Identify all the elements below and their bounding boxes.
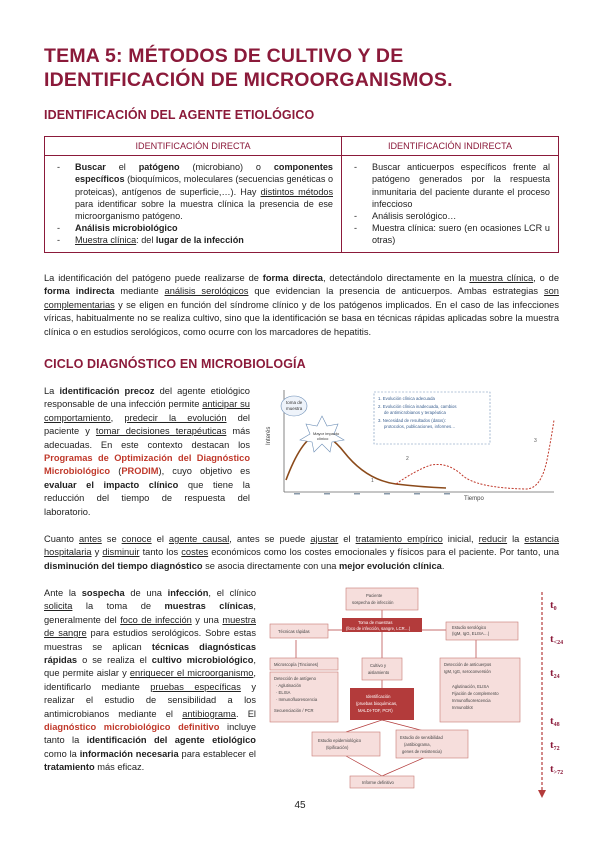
- timeline-label-t4: t72: [550, 739, 560, 752]
- svg-text:· Inmunofluorescencia: · Inmunofluorescencia: [276, 697, 318, 702]
- table-header-indirect: IDENTIFICACIÓN INDIRECTA: [342, 137, 559, 156]
- svg-text:Detección de anticuerpos: Detección de anticuerpos: [444, 662, 492, 667]
- svg-text:· Aglutinación: · Aglutinación: [276, 683, 302, 688]
- svg-text:Inmunofluorescencia: Inmunofluorescencia: [452, 698, 491, 703]
- paragraph-identificacion-precoz: La identificación precoz del agente etiológico responsable de una infección permite anticipar su comportamiento, predecir la evolución del paciente y tomar decisiones terapéuticas más adecuadas. En este contexto destacan los Programas de Optimización del Diagnóstico Microbiológico (PRODIM), cuyo objetivo es evaluar el impacto clínico que tiene la reducción del tiempo de respuesta del laboratorio.: [44, 386, 250, 517]
- box-cultivo: [362, 658, 402, 680]
- list-item: - Buscar el patógeno (microbiano) o componentes específicos (bioquímicos, moleculares (secuencias genéticas o proteicas), antígenos de superficie,…). Hay distintos métodos para identificar sobre la muestra clínica la presencia de ese microorganismo patógeno.: [51, 161, 333, 222]
- svg-text:Mayor impacto: Mayor impacto: [313, 431, 340, 436]
- y-axis-label: Interés: [266, 426, 272, 445]
- paragraph-cuanto-antes: Cuanto antes se conoce el agente causal, antes se puede ajustar el tratamiento empírico inicial, reducir la estancia hospitalaria y disminuir tanto los costes económicos como los costes emocionales y físicos para el paciente. Por tanto, una disminución del tiempo diagnóstico se asocia directamente con una mejor evolución clínica.: [44, 534, 560, 571]
- svg-text:Toma de muestras: Toma de muestras: [358, 620, 393, 625]
- list-item: - Análisis serológico…: [348, 210, 550, 222]
- curve-label-3: 3: [534, 438, 537, 444]
- curve-label-1: 1: [371, 478, 374, 484]
- svg-text:(IgM, IgG, ELISA…): (IgM, IgG, ELISA…): [452, 631, 490, 636]
- identification-table: [44, 136, 559, 253]
- section-heading-identificacion: IDENTIFICACIÓN DEL AGENTE ETIOLÓGICO: [44, 108, 315, 122]
- timeline-label-t2: t24: [550, 667, 560, 680]
- list-item: - Muestra clínica: suero (en ocasiones LCR u otras): [348, 222, 550, 246]
- svg-text:Fijación de complemento: Fijación de complemento: [452, 691, 499, 696]
- curve-label-2: 2: [406, 456, 409, 462]
- svg-text:1. Evolución clínica adecuada: 1. Evolución clínica adecuada: [378, 396, 435, 401]
- timeline-label-t0: t0: [550, 599, 557, 612]
- svg-text:Aglutinación, ELISA: Aglutinación, ELISA: [452, 684, 490, 689]
- svg-text:Identificación: Identificación: [366, 694, 391, 699]
- svg-text:Detección de antígeno: Detección de antígeno: [274, 676, 316, 681]
- svg-text:protocolos, publicaciones, inf: protocolos, publicaciones, informes…: [384, 424, 456, 429]
- svg-text:Estudio epidemiológico: Estudio epidemiológico: [318, 738, 362, 743]
- svg-text:(antibiograma,: (antibiograma,: [404, 742, 431, 747]
- svg-text:Informe definitivo: Informe definitivo: [362, 780, 394, 785]
- box-estudio-epidemiologico: [312, 732, 380, 756]
- svg-text:aislamiento: aislamiento: [368, 670, 390, 675]
- svg-text:MALDI-TOF, PCR): MALDI-TOF, PCR): [358, 708, 393, 713]
- table-header-direct: IDENTIFICACIÓN DIRECTA: [45, 137, 342, 156]
- timeline-label-t1: t<24: [550, 633, 564, 646]
- paragraph-sospecha: Ante la sospecha de una infección, el clínico solicita la toma de muestras clínicas, generalmente del foco de infección y una muestra de sangre para estudios serológicos. Sobre estas muestras se aplican técnicas diagnósticas rápidas o se realiza el cultivo microbiológico, que permite aislar y enriquecer el microorganismo, identificarlo mediante pruebas específicas y realizar el estudio de sensibilidad a los antimicrobianos mediante el antibiograma. El diagnóstico microbiológico definitivo incluye tanto la identificación del agente etiológico como la información necesaria para establecer el tratamiento más eficaz.: [44, 588, 257, 773]
- page-title: TEMA 5: MÉTODOS DE CULTIVO Y DE IDENTIFICACIÓN DE MICROORGANISMOS.: [44, 45, 453, 91]
- svg-text:Secuenciación / PCR: Secuenciación / PCR: [274, 708, 314, 713]
- svg-text:2. Evolución clínica inadecuad: 2. Evolución clínica inadecuada, cambios: [378, 404, 457, 409]
- svg-text:Paciente: Paciente: [366, 593, 383, 598]
- svg-text:(pruebas bioquímicas,: (pruebas bioquímicas,: [356, 701, 398, 706]
- svg-text:clínico: clínico: [317, 436, 329, 441]
- svg-text:IgM, IgG, seroconversión: IgM, IgG, seroconversión: [444, 669, 491, 674]
- timeline-label-t5: t>72: [550, 763, 564, 776]
- paragraph-identificacion: La identificación del patógeno puede realizarse de forma directa, detectándolo directamente en la muestra clínica, o de forma indirecta mediante análisis serológicos que evidencian la presencia de anticuerpos. Ambas estrategias son complementarias y se eligen en función del síndrome clínico y de los patógenos implicados. En el caso de las infecciones víricas, habitualmente no se realiza cultivo, sino que la identificación se basa en técnicas rápidas aplicadas sobre la muestra clínica o en estudios serológicos, como ocurre con los marcadores de hepatitis.: [44, 273, 559, 337]
- svg-text:toma de: toma de: [286, 400, 303, 405]
- timeline-label-t3: t48: [550, 715, 560, 728]
- list-item: - Buscar anticuerpos específicos frente al patógeno generados por la respuesta inmunitaria del paciente durante el proceso infeccioso: [348, 161, 550, 210]
- section-heading-ciclo: CICLO DIAGNÓSTICO EN MICROBIOLOGÍA: [44, 357, 306, 371]
- box-deteccion-anticuerpos: [440, 658, 520, 722]
- timeline: [530, 590, 564, 802]
- svg-text:3. Necesidad de resultados (da: 3. Necesidad de resultados (datos):: [378, 418, 446, 423]
- svg-text:Inmunoblot: Inmunoblot: [452, 705, 473, 710]
- svg-text:Estudio de sensibilidad: Estudio de sensibilidad: [400, 735, 443, 740]
- svg-text:(tipificación): (tipificación): [326, 745, 349, 750]
- page-number: 45: [294, 800, 306, 811]
- svg-text:Microscopía (Tinciones): Microscopía (Tinciones): [274, 662, 319, 667]
- x-axis-label: Tiempo: [464, 496, 484, 502]
- list-item: - Muestra clínica: del lugar de la infección: [51, 234, 333, 246]
- svg-text:(foco de infección, sangre, LC: (foco de infección, sangre, LCR…): [346, 626, 411, 631]
- list-item: - Análisis microbiológico: [51, 222, 333, 234]
- svg-text:de antimicrobianos y terapéuti: de antimicrobianos y terapéutica: [384, 410, 446, 415]
- table-cell-direct: [45, 156, 342, 252]
- svg-text:Técnicas rápidas: Técnicas rápidas: [278, 629, 310, 634]
- svg-text:Estudio serológico: Estudio serológico: [452, 625, 487, 630]
- svg-text:Cultivo y: Cultivo y: [370, 663, 387, 668]
- svg-text:sospecha de infección: sospecha de infección: [352, 600, 394, 605]
- svg-text:· ELISA: · ELISA: [276, 690, 291, 695]
- svg-text:genes de resistencia): genes de resistencia): [402, 749, 442, 754]
- timeline-arrow-icon: [538, 790, 546, 798]
- table-cell-indirect: [342, 156, 559, 252]
- clinical-interest-chart: [256, 380, 560, 502]
- diagnostic-flowchart: [266, 584, 528, 794]
- svg-text:muestra: muestra: [286, 406, 303, 411]
- box-paciente: [346, 588, 418, 610]
